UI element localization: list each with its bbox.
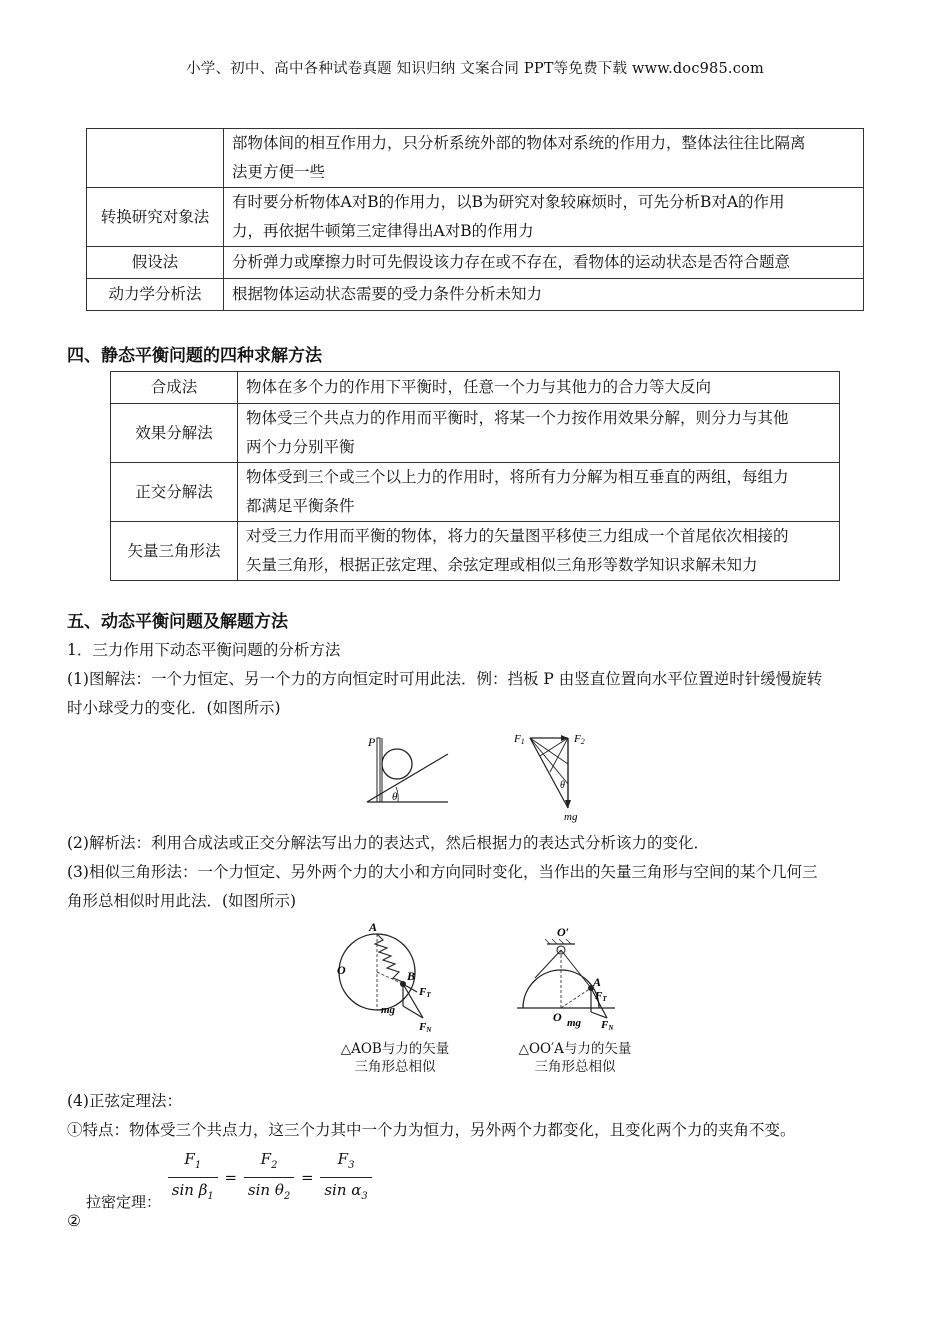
paragraph: (3)相似三角形法：一个力恒定、另外两个力的大小和方向同时变化，当作出的矢量三角形与空间的某个几何三 [67,863,818,881]
label-O: O [553,1010,562,1024]
table-cell-value: 根据物体运动状态需要的受力条件分析未知力 [224,279,864,311]
table-row [111,463,840,522]
table-cell-key: 合成法 [111,372,238,404]
label-A: A [369,922,378,934]
table-row [111,404,840,463]
label-FT: FT [595,990,607,1003]
hemisphere-pulley-figure [515,922,635,1034]
table-row [87,188,864,247]
label-mg: mg [567,1017,582,1029]
paragraph: (2)解析法：利用合成法或正交分解法写出力的表达式，然后根据力的表达式分析该力的变化． [67,834,709,852]
table-cell-value: 分析弹力或摩擦力时可先假设该力存在或不存在，看物体的运动状态是否符合题意 [224,247,864,279]
label-P: P [368,735,376,749]
table-cell-key: 效果分解法 [111,404,238,463]
table-row [111,522,840,581]
table-row [87,279,864,311]
figure-caption: △OO′A与力的矢量 三角形总相似 [518,1041,632,1075]
table-row [87,247,864,279]
circle-spring-figure [335,922,465,1034]
table-cell-value: 有时要分析物体A对B的作用力，以B为研究对象较麻烦时，可先分析B对A的作用 力，再依据牛顿第三定律得出A对B的作用力 [224,188,864,247]
lami-formula: 拉密定理： $\frac{F_1}{\sin \beta_1}$ = $\frac{F_2}{\sin \theta_2}$ = $\frac{F_3}{\sin \alpha_3}$ [86,1148,374,1209]
label-O: O [337,963,346,977]
label-B: B [407,969,416,983]
label-F1: F1 [514,733,525,746]
table-cell-key: 动力学分析法 [87,279,224,311]
fraction-3: $\frac{F_3}{\sin \alpha_3}$ [320,1148,371,1209]
ball [382,749,412,779]
table-cell-key: 正交分解法 [111,463,238,522]
paragraph: 1．三力作用下动态平衡问题的分析方法 [67,641,341,659]
figure-caption: △AOB与力的矢量 三角形总相似 [340,1041,450,1075]
table-cell-key: 转换研究对象法 [87,188,224,247]
ball-incline-figure [362,730,462,808]
label-Oprime: O′ [557,925,570,939]
table-cell-value: 物体受三个共点力的作用而平衡时，将某一个力按作用效果分解，则分力与其他 两个力分别平衡 [238,404,840,463]
force-triangle-figure [510,728,600,826]
table-cell-value: 物体在多个力的作用下平衡时，任意一个力与其他力的合力等大反向 [238,372,840,404]
label-theta: θ [392,791,398,803]
label-FN: FN [601,1019,614,1032]
paragraph: (1)图解法：一个力恒定、另一个力的方向恒定时可用此法．例：挡板 P 由竖直位置向水平位置逆时针缓慢旋转 [67,670,823,688]
paragraph: ①特点：物体受三个共点力，这三个力其中一个力为恒力，另外两个力都变化，且变化两个力的夹角不变。 [67,1121,796,1139]
paragraph: 角形总相似时用此法．(如图所示) [67,892,297,910]
table-row [87,129,864,188]
paragraph: 时小球受力的变化．(如图所示) [67,699,281,717]
fraction-2: $\frac{F_2}{\sin \theta_2}$ [244,1148,294,1209]
table-row [111,372,840,404]
label-A: A [593,975,602,989]
table-cell-key: 假设法 [87,247,224,279]
static-equilibrium-table [110,371,840,581]
label-mg: mg [564,811,578,823]
label-theta: θ [560,780,565,791]
table-cell-value: 物体受到三个或三个以上力的作用时，将所有力分解为相互垂直的两组，每组力 都满足平衡条件 [238,463,840,522]
fraction-1: $\frac{F_1}{\sin \beta_1}$ [168,1148,218,1209]
paragraph: (4)正弦定理法： [67,1092,182,1110]
page-header: 小学、初中、高中各种试卷真题 知识归纳 文案合同 PPT等免费下载 www.doc985.com [186,61,764,77]
label-FT: FT [419,986,431,999]
table-cell-key [87,129,224,188]
section-heading-5: 五、动态平衡问题及解题方法 [67,612,288,632]
methods-table-continued [86,128,864,311]
paragraph: ② [67,1212,81,1230]
lami-label: 拉密定理： [86,1192,162,1211]
section-heading-4: 四、静态平衡问题的四种求解方法 [67,346,322,366]
label-FN: FN [419,1021,432,1034]
table-cell-value: 对受三力作用而平衡的物体，将力的矢量图平移使三力组成一个首尾依次相接的 矢量三角形，根据正弦定理、余弦定理或相似三角形等数学知识求解未知力 [238,522,840,581]
table-cell-key: 矢量三角形法 [111,522,238,581]
label-mg: mg [381,1004,396,1016]
label-F2: F2 [574,733,585,746]
table-cell-value: 部物体间的相互作用力，只分析系统外部的物体对系统的作用力，整体法往往比隔离 法更方便一些 [224,129,864,188]
